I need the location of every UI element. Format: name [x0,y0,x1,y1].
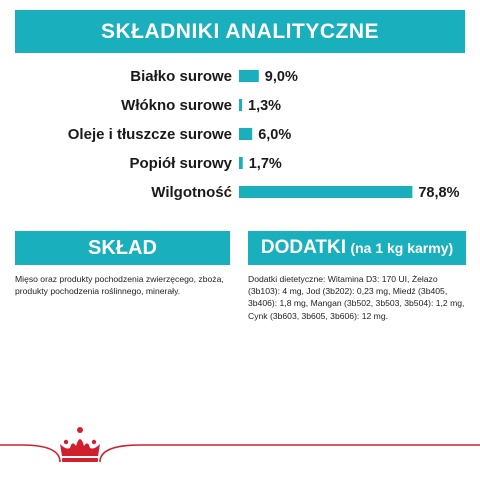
bar-label: Oleje i tłuszcze surowe [67,126,232,143]
bar [239,70,259,82]
bar-label: Białko surowe [130,68,232,85]
bar-value-label: 1,7% [248,156,282,172]
royal-canin-crown-logo-icon [60,427,100,462]
bar-label: Wilgotność [151,184,232,201]
sklad-title: SKŁAD [88,237,157,259]
bar-value-label: 9,0% [264,69,298,85]
header-title: SKŁADNIKI ANALITYCZNE [100,20,380,43]
footer [0,418,480,480]
bar [239,157,243,169]
bar-value-label: 6,0% [258,127,292,143]
sklad-text: Mięso oraz produkty pochodzenia zwierzęcego, zboża, produkty pochodzenia roślinnego, minerały. [15,274,224,297]
footer-red-line-left [0,445,60,462]
bar [239,128,252,140]
footer-red-line-right [100,445,480,462]
sklad-banner [15,231,230,265]
bar-value-label: 78,8% [418,185,460,201]
dodatki-banner [248,231,466,265]
bar-label: Popiół surowy [129,155,232,172]
header-banner [15,10,465,53]
nutrient-bar-chart [0,55,480,225]
dodatki-text: Dodatki dietetyczne: Witamina D3: 170 UI, Żelazo (3b103): 4 mg, Jod (3b202): 0,23 mg, Miedź (3b405, 3b406): 1,8 mg, Mangan (3b502, 3b503, 3b504): 1,2 mg, Cynk (3b603, 3b605, 3b606): 12 mg. [248,274,465,321]
bar [239,186,412,198]
dodatki-title: DODATKI [260,237,346,258]
bar-value-label: 1,3% [248,98,282,114]
dodatki-subtitle: (na 1 kg karmy) [350,240,454,256]
bar-label: Włókno surowe [121,97,232,114]
bar [239,99,242,111]
